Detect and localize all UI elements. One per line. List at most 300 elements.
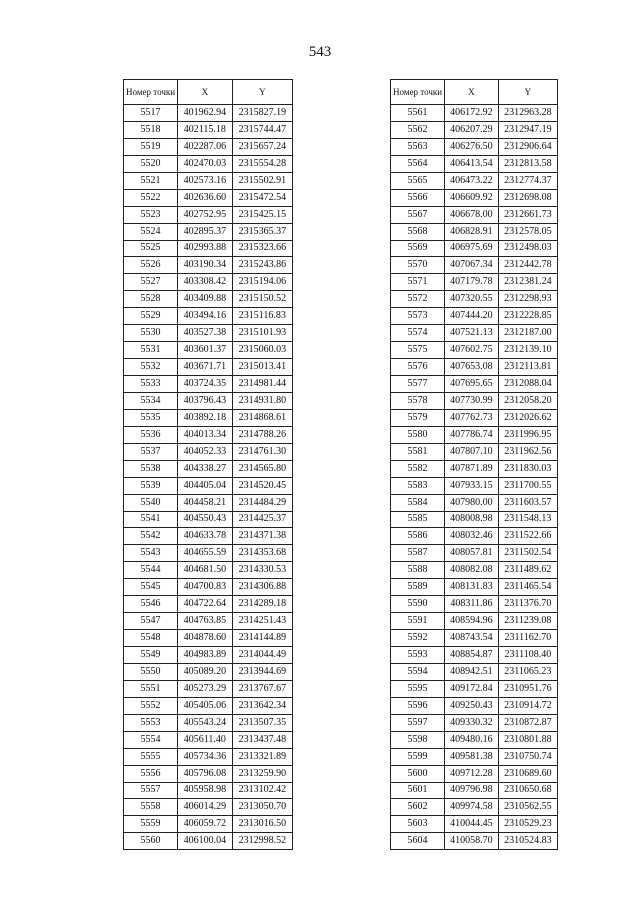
point-number-cell: 5530 [124,325,178,342]
table-row [391,291,558,308]
x-coordinate-cell: 407807.10 [445,443,499,460]
x-coordinate-cell: 404763.85 [178,613,233,630]
point-number-cell: 5528 [124,291,178,308]
point-number-cell: 5594 [391,663,445,680]
y-coordinate-cell: 2310650.68 [498,782,557,799]
x-coordinate-cell: 404700.83 [178,579,233,596]
table-row [391,731,558,748]
table-row [391,392,558,409]
y-coordinate-cell: 2312661.73 [498,206,557,223]
y-coordinate-cell: 2315365.37 [232,223,292,240]
table-row [124,460,293,477]
table-row [391,596,558,613]
table-row [391,257,558,274]
y-coordinate-cell: 2311603.57 [498,494,557,511]
table-row [391,376,558,393]
table-row [391,697,558,714]
table-row [391,460,558,477]
point-number-cell: 5524 [124,223,178,240]
table-row [124,443,293,460]
table-row [391,816,558,833]
point-number-cell: 5519 [124,138,178,155]
point-number-cell: 5586 [391,528,445,545]
y-coordinate-cell: 2311162.70 [498,630,557,647]
table-row [391,172,558,189]
table-row [124,172,293,189]
table-row [391,613,558,630]
point-number-cell: 5543 [124,545,178,562]
x-coordinate-cell: 404681.50 [178,562,233,579]
y-coordinate-cell: 2315657.24 [232,138,292,155]
x-coordinate-cell: 402287.06 [178,138,233,155]
table-row [391,799,558,816]
point-number-cell: 5561 [391,105,445,122]
header-y: Y [498,80,557,105]
x-coordinate-cell: 404633.78 [178,528,233,545]
y-coordinate-cell: 2315013.41 [232,359,292,376]
x-coordinate-cell: 407933.15 [445,477,499,494]
point-number-cell: 5518 [124,121,178,138]
x-coordinate-cell: 407444.20 [445,308,499,325]
table-header-row [124,80,293,105]
table-row [391,206,558,223]
point-number-cell: 5557 [124,782,178,799]
point-number-cell: 5604 [391,833,445,850]
point-number-cell: 5552 [124,697,178,714]
point-number-cell: 5596 [391,697,445,714]
point-number-cell: 5585 [391,511,445,528]
x-coordinate-cell: 408082.08 [445,562,499,579]
table-row [391,274,558,291]
x-coordinate-cell: 403494.16 [178,308,233,325]
table-body-right [391,105,558,850]
table-row [391,562,558,579]
point-number-cell: 5535 [124,409,178,426]
table-row [391,714,558,731]
x-coordinate-cell: 408057.81 [445,545,499,562]
x-coordinate-cell: 403671.71 [178,359,233,376]
header-point-number: Номер точки [391,80,445,105]
y-coordinate-cell: 2314425.37 [232,511,292,528]
table-row [391,359,558,376]
y-coordinate-cell: 2310801.88 [498,731,557,748]
table-row [124,562,293,579]
y-coordinate-cell: 2312578.05 [498,223,557,240]
y-coordinate-cell: 2310529.23 [498,816,557,833]
point-number-cell: 5549 [124,647,178,664]
y-coordinate-cell: 2313437.48 [232,731,292,748]
y-coordinate-cell: 2312381.24 [498,274,557,291]
x-coordinate-cell: 404458.21 [178,494,233,511]
x-coordinate-cell: 409712.28 [445,765,499,782]
x-coordinate-cell: 404655.59 [178,545,233,562]
table-row [391,833,558,850]
table-row [124,782,293,799]
y-coordinate-cell: 2310750.74 [498,748,557,765]
y-coordinate-cell: 2312813.58 [498,155,557,172]
y-coordinate-cell: 2314144.89 [232,630,292,647]
x-coordinate-cell: 404338.27 [178,460,233,477]
x-coordinate-cell: 408032.46 [445,528,499,545]
table-row [124,630,293,647]
point-number-cell: 5534 [124,392,178,409]
y-coordinate-cell: 2315101.93 [232,325,292,342]
point-number-cell: 5589 [391,579,445,596]
point-number-cell: 5567 [391,206,445,223]
x-coordinate-cell: 404983.89 [178,647,233,664]
table-row [391,105,558,122]
point-number-cell: 5544 [124,562,178,579]
y-coordinate-cell: 2311465.54 [498,579,557,596]
table-row [124,477,293,494]
point-number-cell: 5583 [391,477,445,494]
y-coordinate-cell: 2312113.81 [498,359,557,376]
x-coordinate-cell: 406014.29 [178,799,233,816]
y-coordinate-cell: 2312058.20 [498,392,557,409]
point-number-cell: 5536 [124,426,178,443]
y-coordinate-cell: 2315472.54 [232,189,292,206]
table-row [124,155,293,172]
point-number-cell: 5556 [124,765,178,782]
table-row [124,257,293,274]
y-coordinate-cell: 2314044.49 [232,647,292,664]
table-row [391,308,558,325]
y-coordinate-cell: 2311996.95 [498,426,557,443]
x-coordinate-cell: 402636.60 [178,189,233,206]
x-coordinate-cell: 404550.43 [178,511,233,528]
point-number-cell: 5555 [124,748,178,765]
y-coordinate-cell: 2312963.28 [498,105,557,122]
x-coordinate-cell: 404878.60 [178,630,233,647]
x-coordinate-cell: 407521.13 [445,325,499,342]
table-row [124,105,293,122]
point-number-cell: 5588 [391,562,445,579]
point-number-cell: 5547 [124,613,178,630]
y-coordinate-cell: 2315150.52 [232,291,292,308]
point-number-cell: 5579 [391,409,445,426]
table-row [391,494,558,511]
point-number-cell: 5521 [124,172,178,189]
table-row [391,121,558,138]
x-coordinate-cell: 403724.35 [178,376,233,393]
y-coordinate-cell: 2311108.40 [498,647,557,664]
x-coordinate-cell: 401962.94 [178,105,233,122]
x-coordinate-cell: 407653.08 [445,359,499,376]
y-coordinate-cell: 2312498.03 [498,240,557,257]
table-row [391,240,558,257]
y-coordinate-cell: 2312298.93 [498,291,557,308]
x-coordinate-cell: 406975.69 [445,240,499,257]
y-coordinate-cell: 2310524.83 [498,833,557,850]
x-coordinate-cell: 406207.29 [445,121,499,138]
y-coordinate-cell: 2311830.03 [498,460,557,477]
x-coordinate-cell: 405796.08 [178,765,233,782]
table-row [124,121,293,138]
point-number-cell: 5592 [391,630,445,647]
y-coordinate-cell: 2314788.26 [232,426,292,443]
y-coordinate-cell: 2311502.54 [498,545,557,562]
y-coordinate-cell: 2314565.80 [232,460,292,477]
point-number-cell: 5553 [124,714,178,731]
y-coordinate-cell: 2311239.08 [498,613,557,630]
x-coordinate-cell: 403190.34 [178,257,233,274]
table-row [391,426,558,443]
y-coordinate-cell: 2312947.19 [498,121,557,138]
x-coordinate-cell: 403796.43 [178,392,233,409]
table-row [124,579,293,596]
table-row [391,443,558,460]
x-coordinate-cell: 403892.18 [178,409,233,426]
y-coordinate-cell: 2313016.50 [232,816,292,833]
table-row [124,138,293,155]
x-coordinate-cell: 407320.55 [445,291,499,308]
y-coordinate-cell: 2310914.72 [498,697,557,714]
x-coordinate-cell: 402115.18 [178,121,233,138]
table-row [391,663,558,680]
x-coordinate-cell: 406059.72 [178,816,233,833]
x-coordinate-cell: 409796.98 [445,782,499,799]
y-coordinate-cell: 2311962.56 [498,443,557,460]
x-coordinate-cell: 402895.37 [178,223,233,240]
table-row [124,613,293,630]
y-coordinate-cell: 2312698.08 [498,189,557,206]
y-coordinate-cell: 2314289.18 [232,596,292,613]
table-row [124,240,293,257]
y-coordinate-cell: 2313102.42 [232,782,292,799]
y-coordinate-cell: 2315194.06 [232,274,292,291]
table-row [124,799,293,816]
x-coordinate-cell: 407762.73 [445,409,499,426]
x-coordinate-cell: 408131.83 [445,579,499,596]
y-coordinate-cell: 2311700.55 [498,477,557,494]
point-number-cell: 5542 [124,528,178,545]
table-row [124,833,293,850]
y-coordinate-cell: 2315827.19 [232,105,292,122]
table-row [391,477,558,494]
point-number-cell: 5564 [391,155,445,172]
table-row [124,731,293,748]
x-coordinate-cell: 407980.00 [445,494,499,511]
x-coordinate-cell: 407730.99 [445,392,499,409]
x-coordinate-cell: 408311.86 [445,596,499,613]
point-number-cell: 5597 [391,714,445,731]
x-coordinate-cell: 402470.03 [178,155,233,172]
point-number-cell: 5571 [391,274,445,291]
x-coordinate-cell: 403308.42 [178,274,233,291]
y-coordinate-cell: 2315554.28 [232,155,292,172]
x-coordinate-cell: 405543.24 [178,714,233,731]
point-number-cell: 5527 [124,274,178,291]
table-row [391,545,558,562]
point-number-cell: 5573 [391,308,445,325]
x-coordinate-cell: 405405.06 [178,697,233,714]
y-coordinate-cell: 2313944.69 [232,663,292,680]
point-number-cell: 5601 [391,782,445,799]
point-number-cell: 5531 [124,342,178,359]
table-row [124,342,293,359]
table-row [124,511,293,528]
table-row [391,528,558,545]
y-coordinate-cell: 2315060.03 [232,342,292,359]
x-coordinate-cell: 404405.04 [178,477,233,494]
y-coordinate-cell: 2312228.85 [498,308,557,325]
y-coordinate-cell: 2315323.66 [232,240,292,257]
x-coordinate-cell: 405734.36 [178,748,233,765]
point-number-cell: 5587 [391,545,445,562]
y-coordinate-cell: 2312906.64 [498,138,557,155]
header-point-number: Номер точки [124,80,178,105]
table-row [124,663,293,680]
y-coordinate-cell: 2313507.35 [232,714,292,731]
table-row [391,223,558,240]
y-coordinate-cell: 2315425.15 [232,206,292,223]
table-row [124,816,293,833]
x-coordinate-cell: 406828.91 [445,223,499,240]
y-coordinate-cell: 2312139.10 [498,342,557,359]
table-row [391,511,558,528]
x-coordinate-cell: 406100.04 [178,833,233,850]
header-x: X [178,80,233,105]
y-coordinate-cell: 2312774.37 [498,172,557,189]
y-coordinate-cell: 2311065.23 [498,663,557,680]
table-row [391,579,558,596]
point-number-cell: 5558 [124,799,178,816]
x-coordinate-cell: 404722.64 [178,596,233,613]
point-number-cell: 5551 [124,680,178,697]
x-coordinate-cell: 402573.16 [178,172,233,189]
y-coordinate-cell: 2310689.60 [498,765,557,782]
table-row [391,409,558,426]
x-coordinate-cell: 406276.50 [445,138,499,155]
point-number-cell: 5548 [124,630,178,647]
header-x: X [445,80,499,105]
y-coordinate-cell: 2313767.67 [232,680,292,697]
point-number-cell: 5570 [391,257,445,274]
point-number-cell: 5584 [391,494,445,511]
coordinates-table-right [390,79,558,850]
table-row [124,714,293,731]
point-number-cell: 5539 [124,477,178,494]
point-number-cell: 5581 [391,443,445,460]
point-number-cell: 5533 [124,376,178,393]
x-coordinate-cell: 407602.75 [445,342,499,359]
x-coordinate-cell: 408008.98 [445,511,499,528]
x-coordinate-cell: 408743.54 [445,630,499,647]
table-row [124,765,293,782]
point-number-cell: 5532 [124,359,178,376]
point-number-cell: 5595 [391,680,445,697]
y-coordinate-cell: 2313321.89 [232,748,292,765]
table-row [124,409,293,426]
point-number-cell: 5582 [391,460,445,477]
x-coordinate-cell: 409330.32 [445,714,499,731]
point-number-cell: 5563 [391,138,445,155]
x-coordinate-cell: 402993.88 [178,240,233,257]
y-coordinate-cell: 2314251.43 [232,613,292,630]
y-coordinate-cell: 2314520.45 [232,477,292,494]
table-row [391,342,558,359]
y-coordinate-cell: 2314761.30 [232,443,292,460]
table-row [391,138,558,155]
x-coordinate-cell: 406609.92 [445,189,499,206]
y-coordinate-cell: 2310951.76 [498,680,557,697]
table-row [124,697,293,714]
table-row [391,189,558,206]
x-coordinate-cell: 408942.51 [445,663,499,680]
table-row [124,748,293,765]
y-coordinate-cell: 2313050.70 [232,799,292,816]
y-coordinate-cell: 2314931.80 [232,392,292,409]
x-coordinate-cell: 408594.96 [445,613,499,630]
table-row [391,155,558,172]
table-row [124,545,293,562]
y-coordinate-cell: 2313259.90 [232,765,292,782]
header-y: Y [232,80,292,105]
x-coordinate-cell: 407871.89 [445,460,499,477]
point-number-cell: 5603 [391,816,445,833]
x-coordinate-cell: 403601.37 [178,342,233,359]
x-coordinate-cell: 406172.92 [445,105,499,122]
y-coordinate-cell: 2314353.68 [232,545,292,562]
x-coordinate-cell: 405958.98 [178,782,233,799]
point-number-cell: 5568 [391,223,445,240]
point-number-cell: 5599 [391,748,445,765]
table-row [391,325,558,342]
point-number-cell: 5565 [391,172,445,189]
table-row [124,291,293,308]
y-coordinate-cell: 2310872.87 [498,714,557,731]
point-number-cell: 5580 [391,426,445,443]
point-number-cell: 5569 [391,240,445,257]
point-number-cell: 5540 [124,494,178,511]
x-coordinate-cell: 406413.54 [445,155,499,172]
y-coordinate-cell: 2312442.78 [498,257,557,274]
table-row [124,376,293,393]
y-coordinate-cell: 2315243.86 [232,257,292,274]
point-number-cell: 5546 [124,596,178,613]
point-number-cell: 5517 [124,105,178,122]
table-row [124,647,293,664]
table-row [391,782,558,799]
point-number-cell: 5522 [124,189,178,206]
table-row [391,630,558,647]
table-row [124,206,293,223]
x-coordinate-cell: 409250.43 [445,697,499,714]
point-number-cell: 5575 [391,342,445,359]
x-coordinate-cell: 407695.65 [445,376,499,393]
y-coordinate-cell: 2312998.52 [232,833,292,850]
table-row [124,223,293,240]
x-coordinate-cell: 402752.95 [178,206,233,223]
point-number-cell: 5577 [391,376,445,393]
x-coordinate-cell: 403409.88 [178,291,233,308]
coordinates-table-left [123,79,293,850]
point-number-cell: 5538 [124,460,178,477]
y-coordinate-cell: 2312187.00 [498,325,557,342]
point-number-cell: 5559 [124,816,178,833]
table-row [391,647,558,664]
table-row [124,189,293,206]
table-row [124,308,293,325]
point-number-cell: 5529 [124,308,178,325]
x-coordinate-cell: 410058.70 [445,833,499,850]
point-number-cell: 5574 [391,325,445,342]
x-coordinate-cell: 407786.74 [445,426,499,443]
y-coordinate-cell: 2315116.83 [232,308,292,325]
y-coordinate-cell: 2315502.91 [232,172,292,189]
table-header-row [391,80,558,105]
point-number-cell: 5525 [124,240,178,257]
